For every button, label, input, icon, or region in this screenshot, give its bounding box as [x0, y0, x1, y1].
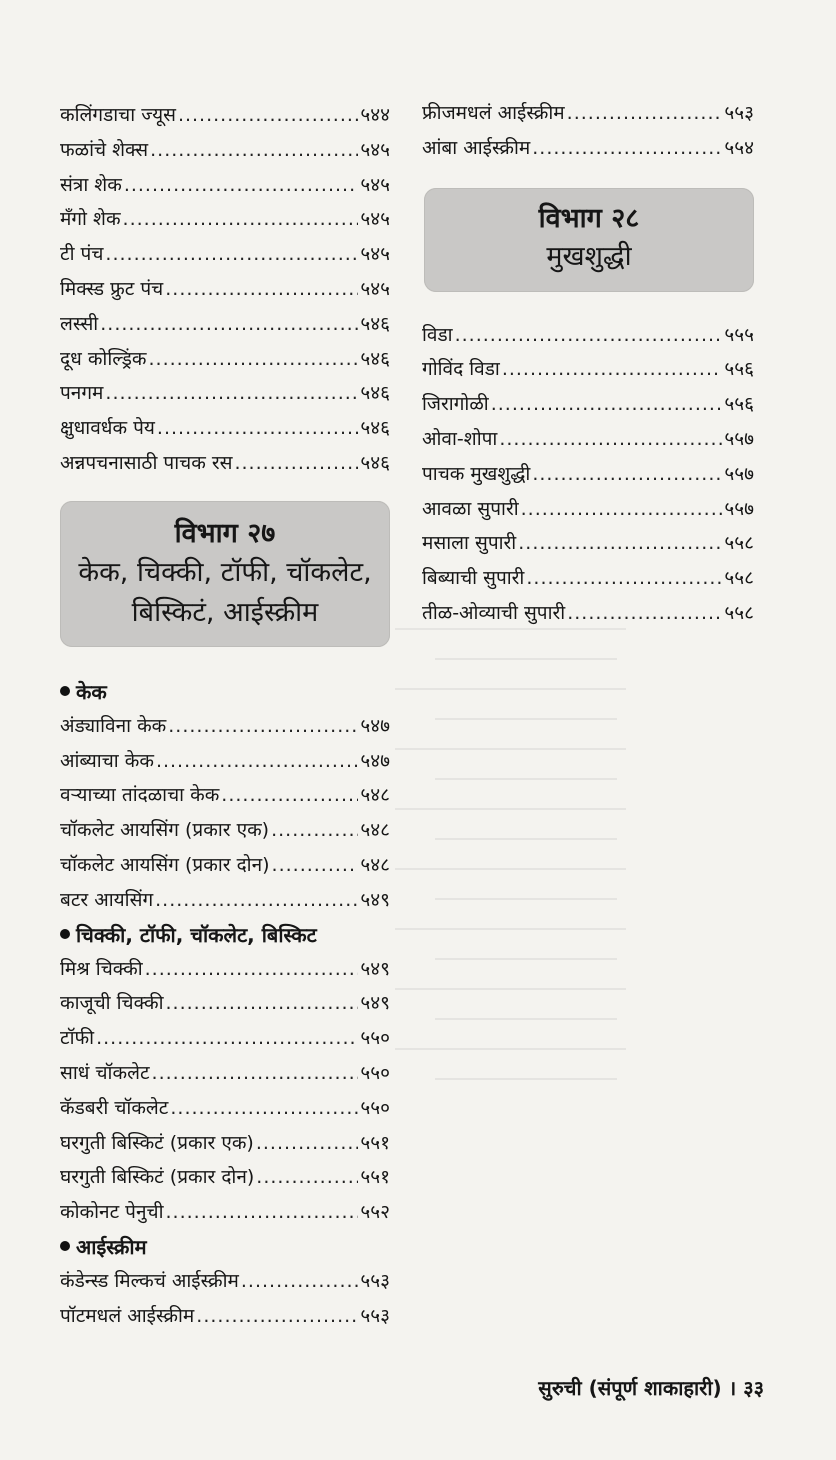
index-entry	[60, 376, 390, 411]
entry-title: घरगुती बिस्किटं (प्रकार दोन)	[60, 1166, 255, 1189]
index-entry	[422, 457, 754, 492]
index-entry	[60, 1264, 390, 1299]
dot-leader	[100, 307, 358, 342]
entry-page-number: ५५८	[724, 567, 754, 590]
dot-leader	[178, 98, 358, 133]
entry-page-number: ५४६	[360, 451, 390, 474]
entry-title: आंबा आईस्क्रीम	[422, 136, 531, 159]
index-entry	[60, 1160, 390, 1195]
entry-title: आवळा सुपारी	[422, 497, 519, 520]
dot-leader	[156, 744, 358, 779]
dot-leader	[234, 446, 358, 481]
entry-title: मसाला सुपारी	[422, 532, 517, 555]
index-entry	[422, 352, 754, 387]
dot-leader	[271, 813, 358, 848]
dot-leader	[105, 376, 358, 411]
entry-page-number: ५४५	[360, 243, 390, 266]
category-chikki-label: चिक्की, टॉफी, चॉकलेट, बिस्किट	[76, 922, 317, 947]
dot-leader	[491, 387, 723, 422]
section-27-heading: विभाग २७	[174, 517, 276, 549]
index-entry	[422, 387, 754, 422]
section-28-title: मुखशुद्धी	[546, 240, 632, 272]
index-entry	[60, 1299, 390, 1334]
dot-leader	[272, 848, 359, 883]
index-entry	[60, 848, 390, 883]
dot-leader	[145, 952, 359, 987]
dot-leader	[455, 318, 723, 353]
entry-page-number: ५४९	[360, 957, 390, 980]
bleed-through-texture	[395, 600, 725, 1320]
index-entry	[422, 131, 754, 166]
bullet-icon	[60, 929, 70, 939]
entry-page-number: ५४८	[360, 853, 390, 876]
entry-page-number: ५५१	[360, 1166, 390, 1189]
dot-leader	[256, 1126, 359, 1161]
category-icecream	[60, 1230, 390, 1264]
entry-page-number: ५५६	[724, 393, 754, 416]
dot-leader	[499, 422, 722, 457]
index-entry	[60, 342, 390, 377]
dot-leader	[526, 561, 722, 596]
entry-title: दूध कोल्ड्रिंक	[60, 347, 147, 370]
entry-title: टॉफी	[60, 1027, 95, 1050]
category-icecream-label: आईस्क्रीम	[76, 1234, 147, 1259]
entry-page-number: ५५०	[360, 1096, 390, 1119]
index-entry	[60, 1091, 390, 1126]
cake-entries	[60, 709, 390, 918]
entry-title: तीळ-ओव्याची सुपारी	[422, 601, 566, 624]
entry-title: मिक्स्ड फ्रुट पंच	[60, 277, 164, 300]
entry-page-number: ५४६	[360, 312, 390, 335]
entry-title: अंड्याविना केक	[60, 714, 167, 737]
entry-title: मिश्र चिक्की	[60, 957, 143, 980]
dot-leader	[166, 986, 359, 1021]
entry-title: गोविंद विडा	[422, 358, 500, 381]
category-cake	[60, 675, 390, 709]
category-chikki	[60, 918, 390, 952]
index-entry	[60, 1021, 390, 1056]
index-entry	[422, 318, 754, 353]
entry-page-number: ५५१	[360, 1131, 390, 1154]
index-entry	[60, 168, 390, 203]
entry-title: कॅडबरी चॉकलेट	[60, 1096, 169, 1119]
index-entry	[60, 237, 390, 272]
entry-page-number: ५५७	[724, 462, 754, 485]
entry-page-number: ५५०	[360, 1027, 390, 1050]
index-entry	[422, 422, 754, 457]
index-entry	[60, 272, 390, 307]
entry-title: बटर आयसिंग	[60, 888, 154, 911]
dot-leader	[170, 1091, 358, 1126]
beverage-entries	[60, 98, 390, 481]
chikki-entries	[60, 952, 390, 1230]
entry-title: पाचक मुखशुद्धी	[422, 462, 531, 485]
index-entry	[422, 96, 754, 131]
index-entry	[422, 526, 754, 561]
index-entry	[60, 446, 390, 481]
icecream-continued-entries	[422, 96, 754, 166]
right-column	[422, 96, 754, 631]
entry-title: पॉटमधलं आईस्क्रीम	[60, 1304, 195, 1327]
dot-leader	[96, 1021, 358, 1056]
dot-leader	[166, 1195, 359, 1230]
page-footer: सुरुची (संपूर्ण शाकाहारी) । ३३	[538, 1376, 764, 1400]
section-27-title-line1: केक, चिक्की, टॉफी, चॉकलेट,	[78, 556, 372, 588]
dot-leader	[521, 492, 723, 527]
entry-page-number: ५४६	[360, 347, 390, 370]
index-entry	[60, 1195, 390, 1230]
index-entry	[60, 1056, 390, 1091]
dot-leader	[157, 411, 358, 446]
index-entry	[60, 813, 390, 848]
index-entry	[60, 778, 390, 813]
dot-leader	[567, 96, 723, 131]
entry-page-number: ५५४	[724, 136, 754, 159]
entry-page-number: ५४५	[360, 277, 390, 300]
bullet-icon	[60, 686, 70, 696]
entry-page-number: ५५७	[724, 427, 754, 450]
entry-page-number: ५५३	[360, 1269, 390, 1292]
entry-page-number: ५५७	[724, 497, 754, 520]
entry-title: क्षुधावर्धक पेय	[60, 417, 155, 440]
entry-page-number: ५४५	[360, 173, 390, 196]
index-entry	[60, 98, 390, 133]
entry-page-number: ५५६	[724, 358, 754, 381]
entry-page-number: ५५३	[724, 102, 754, 124]
entry-title: कलिंगडाचा ज्यूस	[60, 104, 176, 126]
dot-leader	[567, 596, 722, 631]
category-cake-label: केक	[76, 679, 107, 704]
entry-page-number: ५५३	[360, 1304, 390, 1327]
entry-page-number: ५४६	[360, 382, 390, 405]
dot-leader	[165, 272, 358, 307]
dot-leader	[152, 1056, 359, 1091]
section-27-title-line2: बिस्किटं, आईस्क्रीम	[131, 596, 319, 628]
dot-leader	[155, 883, 358, 918]
dot-leader	[241, 1264, 358, 1299]
entry-title: लस्सी	[60, 312, 99, 335]
entry-title: मँगो शेक	[60, 208, 121, 231]
entry-title: बिब्याची सुपारी	[422, 567, 525, 590]
entry-page-number: ५४६	[360, 417, 390, 440]
dot-leader	[502, 352, 723, 387]
dot-leader	[532, 457, 722, 492]
entry-title: काजूची चिक्की	[60, 992, 164, 1015]
entry-page-number: ५५०	[360, 1061, 390, 1084]
dot-leader	[123, 202, 359, 237]
dot-leader	[518, 526, 722, 561]
dot-leader	[532, 131, 722, 166]
entry-title: फळांचे शेक्स	[60, 138, 149, 161]
dot-leader	[124, 168, 359, 203]
dot-leader	[105, 237, 358, 272]
entry-title: साधं चॉकलेट	[60, 1061, 150, 1084]
section-27-box	[60, 501, 390, 647]
icecream-entries	[60, 1264, 390, 1334]
index-entry	[60, 952, 390, 987]
entry-title: फ्रीजमधलं आईस्क्रीम	[422, 102, 565, 124]
index-entry	[60, 133, 390, 168]
dot-leader	[150, 133, 358, 168]
index-entry	[422, 492, 754, 527]
entry-title: अन्नपचनासाठी पाचक रस	[60, 451, 233, 474]
entry-page-number: ५४८	[360, 784, 390, 807]
entry-title: संत्रा शेक	[60, 173, 122, 196]
index-entry	[60, 202, 390, 237]
index-entry	[60, 307, 390, 342]
entry-page-number: ५५८	[724, 532, 754, 555]
dot-leader	[221, 778, 358, 813]
index-entry	[60, 1126, 390, 1161]
section-28-box	[424, 188, 754, 292]
entry-page-number: ५५८	[724, 601, 754, 624]
dot-leader	[149, 342, 359, 377]
entry-page-number: ५४७	[360, 714, 390, 737]
entry-title: विडा	[422, 323, 453, 346]
dot-leader	[168, 709, 358, 744]
entry-page-number: ५५२	[360, 1201, 390, 1224]
dot-leader	[196, 1299, 358, 1334]
entry-page-number: ५४५	[360, 138, 390, 161]
entry-title: घरगुती बिस्किटं (प्रकार एक)	[60, 1131, 254, 1154]
entry-page-number: ५४४	[360, 104, 390, 126]
dot-leader	[256, 1160, 358, 1195]
index-entry	[422, 596, 754, 631]
section-28-heading: विभाग २८	[538, 202, 640, 234]
entry-title: ओवा-शोपा	[422, 427, 498, 450]
index-entry	[422, 561, 754, 596]
entry-title: टी पंच	[60, 243, 104, 266]
entry-title: चॉकलेट आयसिंग (प्रकार दोन)	[60, 853, 270, 876]
entry-page-number: ५४५	[360, 208, 390, 231]
entry-page-number: ५४९	[360, 992, 390, 1015]
entry-title: आंब्याचा केक	[60, 749, 154, 772]
left-column	[60, 98, 390, 1334]
index-entry	[60, 709, 390, 744]
entry-title: कंडेन्स्ड मिल्कचं आईस्क्रीम	[60, 1269, 239, 1292]
index-entry	[60, 986, 390, 1021]
entry-title: जिरागोळी	[422, 393, 489, 416]
entry-page-number: ५४७	[360, 749, 390, 772]
entry-title: कोकोनट पेनुची	[60, 1201, 164, 1224]
entry-title: पनगम	[60, 382, 104, 405]
bullet-icon	[60, 1241, 70, 1251]
entry-page-number: ५५५	[724, 323, 754, 346]
entry-page-number: ५४८	[360, 819, 390, 842]
entry-title: चॉकलेट आयसिंग (प्रकार एक)	[60, 819, 270, 842]
mukhshuddhi-entries	[422, 318, 754, 631]
index-entry	[60, 883, 390, 918]
entry-title: वऱ्याच्या तांदळाचा केक	[60, 784, 220, 807]
index-entry	[60, 411, 390, 446]
entry-page-number: ५४९	[360, 888, 390, 911]
index-entry	[60, 744, 390, 779]
